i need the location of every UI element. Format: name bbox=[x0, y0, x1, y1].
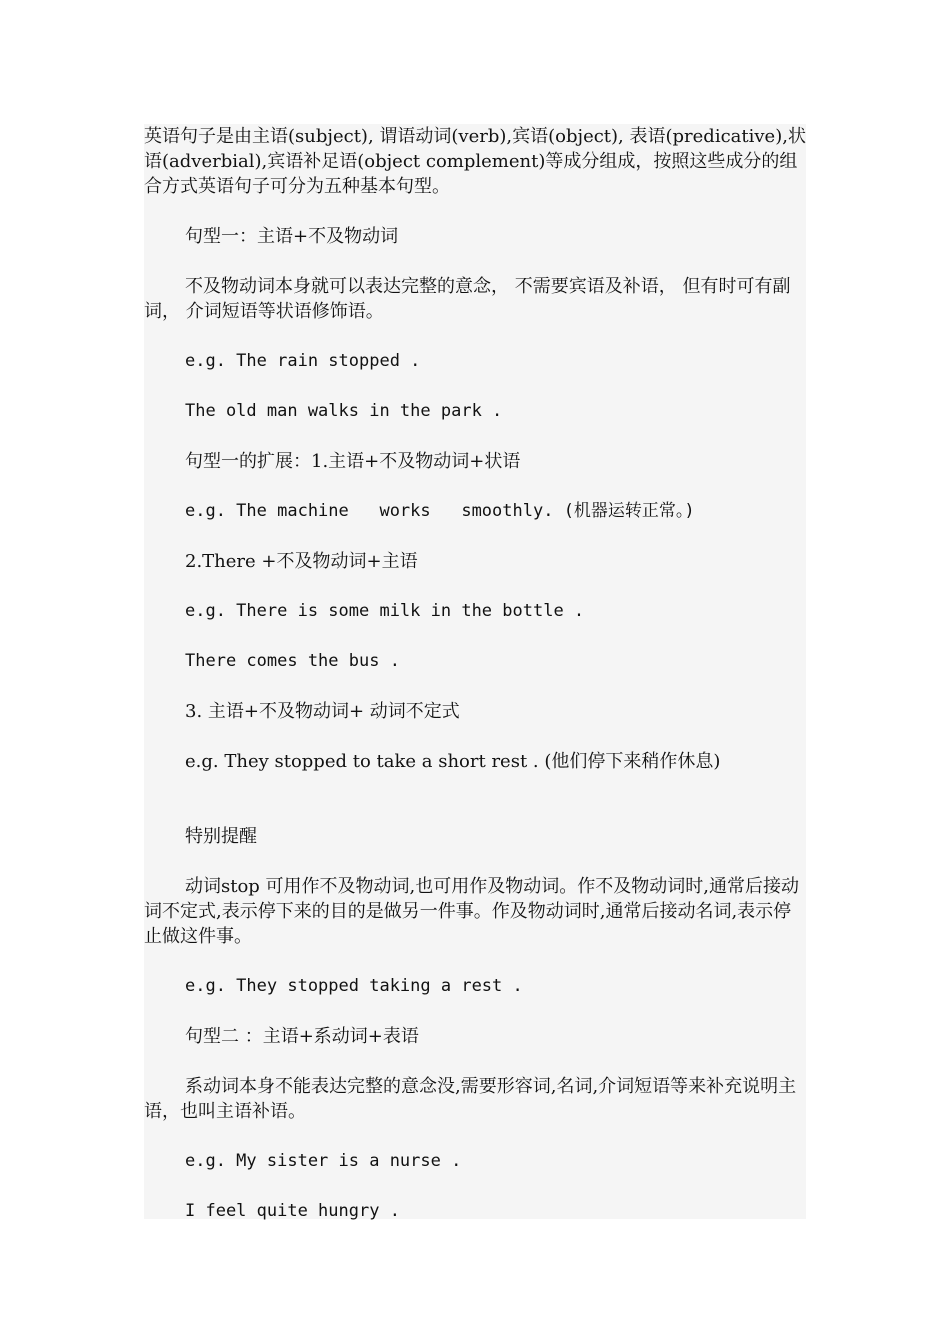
pattern-two-description: 系动词本身不能表达完整的意念没,需要形容词,名词,介词短语等来补充说明主语，也叫主语补语。 bbox=[144, 1076, 797, 1122]
example-sentence: I feel quite hungry . bbox=[185, 1201, 400, 1221]
extension-three-heading: 3. 主语+不及物动词+ 动词不定式 bbox=[185, 701, 460, 722]
pattern-one-heading: 句型一：主语+不及物动词 bbox=[185, 226, 399, 247]
example-sentence: e.g. The rain stopped . bbox=[185, 351, 421, 371]
special-reminder-heading: 特别提醒 bbox=[185, 826, 257, 847]
example-sentence: e.g. There is some milk in the bottle . bbox=[185, 601, 585, 621]
example-sentence: e.g. They stopped to take a short rest . (他们停下来稍作休息) bbox=[185, 751, 721, 772]
document-body bbox=[144, 124, 806, 1219]
special-reminder-text: 动词stop 可用作不及物动词,也可用作及物动词。作不及物动词时,通常后接动词不定式,表示停下来的目的是做另一件事。作及物动词时,通常后接动名词,表示停止做这件事。 bbox=[144, 876, 799, 947]
intro-paragraph: 英语句子是由主语(subject), 谓语动词(verb),宾语(object), 表语(predicative),状语(adverbial),宾语补足语(object complement)等成分组成，按照这些成分的组合方式英语句子可分为五种基本句型。 bbox=[144, 126, 806, 197]
pattern-one-description: 不及物动词本身就可以表达完整的意念， 不需要宾语及补语， 但有时可有副词， 介词短语等状语修饰语。 bbox=[144, 276, 791, 322]
example-sentence: e.g. My sister is a nurse . bbox=[185, 1151, 462, 1171]
example-sentence: e.g. They stopped taking a rest . bbox=[185, 976, 523, 996]
example-sentence: e.g. The machine works smoothly. (机器运转正常。) bbox=[185, 501, 695, 521]
extension-two-heading: 2.There +不及物动词+主语 bbox=[185, 551, 418, 572]
example-sentence: The old man walks in the park . bbox=[185, 401, 503, 421]
pattern-two-heading: 句型二 ：主语+系动词+表语 bbox=[185, 1026, 419, 1047]
example-sentence: There comes the bus . bbox=[185, 651, 400, 671]
pattern-one-extension-heading: 句型一的扩展：1.主语+不及物动词+状语 bbox=[185, 451, 521, 472]
